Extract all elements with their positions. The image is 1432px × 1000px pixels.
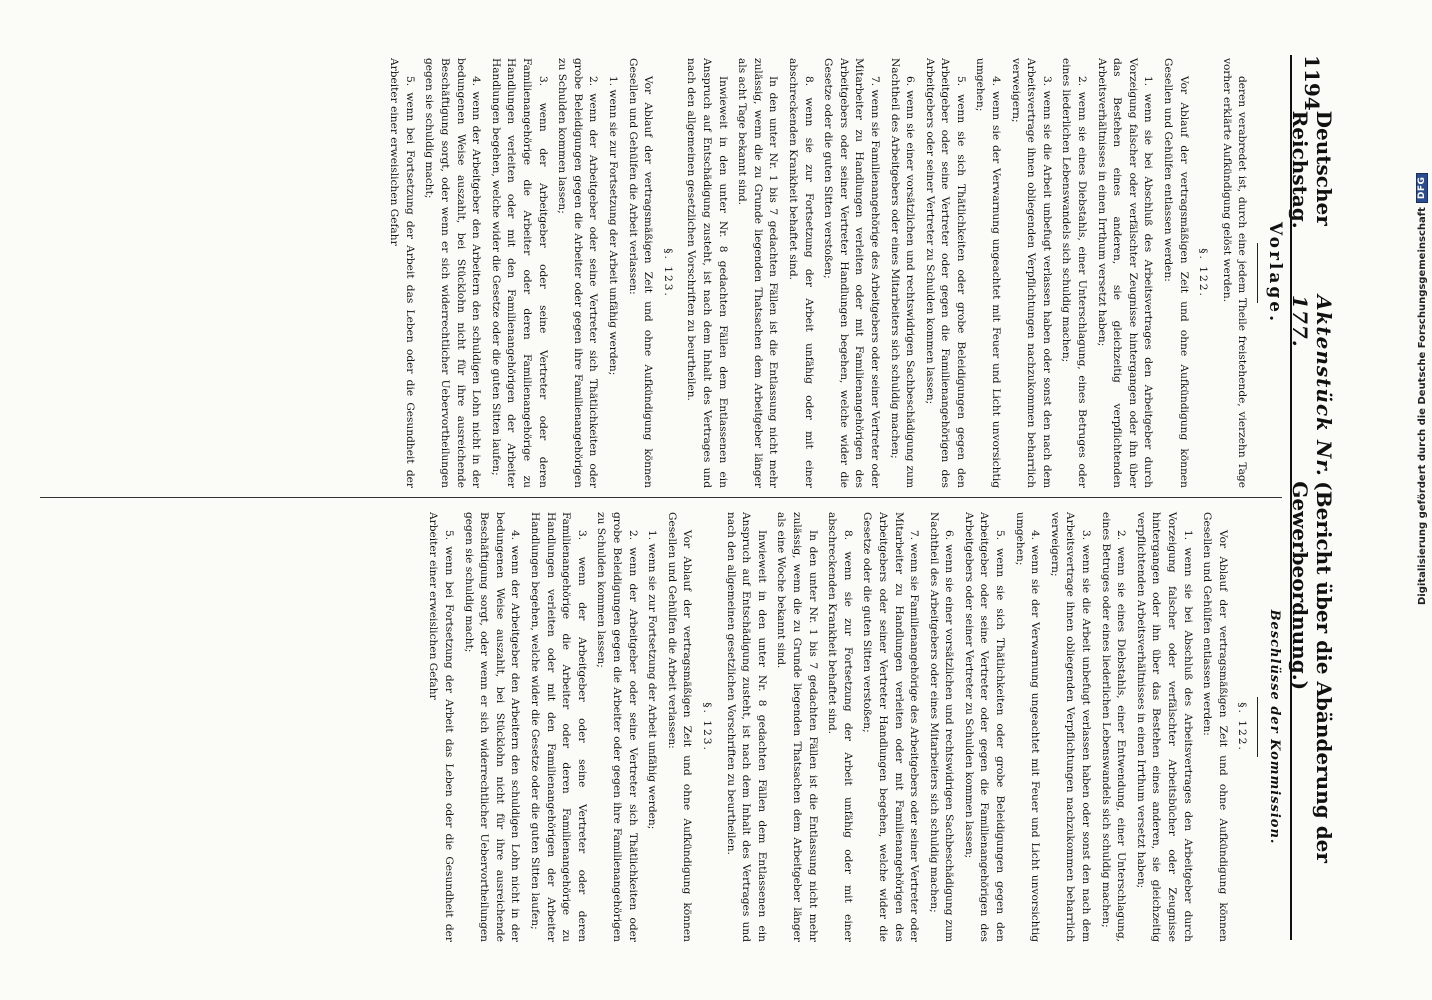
section-122-tail-2: Inwieweit in den unter Nr. 8 gedachten Fällen dem Entlassenen ein Anspruch auf Entschädigung zusteht, ist nach dem Inhalt des Vertrages und nach den allgemeinen gesetzlichen Vorschriften zu beurtheilen. xyxy=(724,512,768,942)
list-item: 1. wenn sie zur Fortsetzung der Arbeit unfähig werden; xyxy=(607,76,620,376)
intro-paragraph: deren verabredet ist, durch eine jedem Theile freistehende, vierzehn Tage vorher erklärte Aufkündigung gelöst werden. xyxy=(1220,58,1249,488)
list-item: 2. wenn der Arbeitgeber oder seine Vertreter sich Thätlichkeiten oder grobe Beleidigungen gegen die Arbeiter oder gegen ihre Familienangehörigen zu Schulden kommen lassen; xyxy=(595,512,639,942)
list-item: 3. wenn der Arbeitgeber oder seine Vertreter oder deren Familienangehörige die Arbeiter oder deren Familienangehörige zu Handlungen verleiten oder mit den Familienangehörigen der Arbeiter Handlungen begehen, welche wider die Gesetze oder die guten Sitten laufen; xyxy=(529,512,588,942)
list-item: 6. wenn sie einer vorsätzlichen und rechtswidrigen Sachbeschädigung zum Nachtheil des Arbeitgebers oder eines Mitarbeiters sich schuldig machen; xyxy=(888,58,917,488)
column-heading: Vorlage. xyxy=(1265,221,1285,325)
credit-text: Digitalisierung gefördert durch die Deutsche Forschungsgemeinschaft xyxy=(1416,207,1428,605)
section-122-lead: Vor Ablauf der vertragsmäßigen Zeit und ohne Aufkündigung können Gesellen und Gehülfen entlassen werden: xyxy=(1201,512,1229,942)
page-number: 1194 xyxy=(1300,55,1324,111)
section-122-mark: §. 122. xyxy=(1236,702,1249,752)
section-122-lead: Vor Ablauf der vertragsmäßigen Zeit und ohne Aufkündigung können Gesellen und Gehülfen entlassen werden: xyxy=(1162,58,1190,488)
list-item: 1. wenn sie bei Abschluß des Arbeitsvertrages den Arbeitgeber durch Vorzeigung falscher oder verfälschter Zeugnisse hintergangen oder ihn über das Bestehen eines anderen, sie gleichzeitig verpflichtenden Arbeitsverhältnisses in einen Irrthum versetzt haben; xyxy=(1095,58,1155,488)
column-beschluesse xyxy=(28,512,1282,942)
list-item: 7. wenn sie Familienangehörige des Arbeitgebers oder seiner Vertreter oder Mitarbeiter zu Handlungen verleiten oder mit Familienangehörigen des Arbeitgebers oder seiner Vertreter Handlungen begehen, welche wider die Gesetze oder die guten Sitten verstoßen; xyxy=(822,58,881,488)
list-item: 5. wenn bei Fortsetzung der Arbeit das Leben oder die Gesundheit der Arbeiter einer erweislichen Gefahr xyxy=(427,512,456,942)
list-item: 6. wenn sie einer vorsätzlichen und rechtswidrigen Sachbeschädigung zum Nachtheil des Arbeitgebers oder eines Mitarbeiters sich schuldig machen; xyxy=(927,512,956,942)
running-header xyxy=(1288,55,1336,940)
section-123-list xyxy=(386,58,620,488)
list-item: 4. wenn sie der Verwarnung ungeachtet mit Feuer und Licht unvorsichtig umgehen; xyxy=(974,58,1003,488)
list-item: 5. wenn bei Fortsetzung der Arbeit das Leben oder die Gesundheit der Arbeiter einer erweislichen Gefahr xyxy=(388,58,416,488)
section-122-tail-1: In den unter Nr. 1 bis 7 gedachten Fällen ist die Entlassung nicht mehr zulässig, wenn die zu Grunde liegenden Thatsachen dem Arbeitgeber länger als acht Tage bekannt sind. xyxy=(736,58,780,488)
document-reference: Aktenstück Nr. 177. xyxy=(1288,295,1336,477)
column-heading: Beschlüsse der Kommission. xyxy=(1267,609,1282,845)
column-divider xyxy=(40,497,1282,498)
list-item: 2. wenn der Arbeitgeber oder seine Vertreter sich Thätlichkeiten oder grobe Beleidigungen gegen die Arbeiter oder gegen ihre Familienangehörigen zu Schulden kommen lassen; xyxy=(556,58,600,488)
section-123-mark: §. 123. xyxy=(701,702,713,752)
list-item: 2. wenn sie eines Diebstahls, einer Unterschlagung, eines Betruges oder eines liederlichen Lebenswandels sich schuldig machen; xyxy=(1060,58,1089,488)
list-item: 4. wenn der Arbeitgeber den Arbeitern den schuldigen Lohn nicht in der bedungenen Weise auszahlt, bei Stücklohn nicht für ihre ausreichende Beschäftigung sorgt, oder wenn er sich widerrechtlicher Uebervortheilungen gegen sie schuldig macht; xyxy=(423,58,483,488)
list-item: 5. wenn sie sich Thätlichkeiten oder grobe Beleidigungen gegen den Arbeitgeber oder seine Vertreter oder gegen die Familienangehörigen des Arbeitgebers oder seiner Vertreter zu Schulden kommen lassen; xyxy=(962,512,1007,942)
report-note: (Bericht über die Abänderung der Gewerbeordnung.) xyxy=(1288,481,1336,863)
digitization-credit xyxy=(1415,176,1429,605)
list-item: 3. wenn sie die Arbeit unbefugt verlassen haben oder sonst den nach dem Arbeitsvertrage ihnen obliegenden Verpflichtungen nachzukommen beharrlich verweigern; xyxy=(1048,512,1093,942)
list-item: 3. wenn sie die Arbeit unbefugt verlassen haben oder sonst den nach dem Arbeitsvertrage ihnen obliegenden Verpflichtungen nachzukommen beharrlich verweigern; xyxy=(1009,58,1053,488)
list-item: 8. wenn sie zur Fortsetzung der Arbeit unfähig oder mit einer abschreckenden Krankheit behaftet sind. xyxy=(786,58,815,488)
heading-rule xyxy=(1257,243,1258,303)
section-122-mark: §. 122. xyxy=(1197,248,1210,298)
list-item: 3. wenn der Arbeitgeber oder seine Vertreter oder deren Familienangehörige die Arbeiter oder deren Familienangehörige zu Handlungen verleiten oder mit den Familienangehörigen der Arbeiter Handlungen begehen, welche wider die Gesetze oder die guten Sitten laufen; xyxy=(489,58,549,488)
list-item: 8. wenn sie zur Fortsetzung der Arbeit unfähig oder mit einer abschreckenden Krankheit behaftet sind. xyxy=(826,512,854,942)
heading-rule xyxy=(1257,697,1258,757)
section-122-list xyxy=(824,512,1195,942)
list-item: 7. wenn sie Familienangehörige des Arbeitgebers oder seiner Vertreter oder Mitarbeiter zu Handlungen verleiten oder mit Familienangehörigen des Arbeitgebers oder seiner Vertreter Handlungen begehen, welche wider die Gesetze oder die guten Sitten verstoßen; xyxy=(861,512,921,942)
list-item: 2. wenn sie eines Diebstahls, einer Entwendung, einer Unterschlagung, eines Betruges oder eines liederlichen Lebenswandels sich schuldig machen; xyxy=(1099,512,1128,942)
dfg-logo: DFG xyxy=(1416,173,1428,204)
section-123-mark: §. 123. xyxy=(661,248,674,298)
section-122-tail-2: Inwieweit in den unter Nr. 8 gedachten Fällen dem Entlassenen ein Anspruch auf Entschädigung zusteht, ist nach dem Inhalt des Vertrages und nach den allgemeinen gesetzlichen Vorschriften zu beurtheilen. xyxy=(685,58,729,488)
publication-title: Deutscher Reichstag. xyxy=(1288,110,1336,229)
section-123-lead: Vor Ablauf der vertragsmäßigen Zeit und ohne Aufkündigung können Gesellen und Gehülfen die Arbeit verlassen: xyxy=(626,58,655,488)
list-item: 1. wenn sie zur Fortsetzung der Arbeit unfähig werden; xyxy=(646,530,659,830)
section-122-tail-1: In den unter Nr. 1 bis 7 gedachten Fällen ist die Entlassung nicht mehr zulässig, wenn die zu Grunde liegenden Thatsachen dem Arbeitgeber länger als eine Woche bekannt sind. xyxy=(775,512,819,942)
list-item: 1. wenn sie bei Abschluß des Arbeitsvertrages den Arbeitgeber durch Vorzeigung falscher oder verfälschter Arbeitsbücher oder Zeugnisse hintergangen oder ihn über das Bestehen eines anderen, sie gleichzeitig verpflichtenden Arbeitsverhältnisses in einen Irrthum versetzt haben; xyxy=(1134,512,1194,942)
section-123-list xyxy=(425,512,659,942)
section-122-list xyxy=(784,58,1155,488)
list-item: 5. wenn sie sich Thätlichkeiten oder grobe Beleidigungen gegen den Arbeitgeber oder seine Vertreter oder gegen die Familienangehörigen des Arbeitgebers oder seiner Vertreter zu Schulden kommen lassen; xyxy=(923,58,967,488)
list-item: 4. wenn der Arbeitgeber den Arbeitern den schuldigen Lohn nicht in der bedungenen Weise auszahlt, bei Stücklohn nicht für ihre ausreichende Beschäftigung sorgt, oder wenn er sich widerrechtlicher Uebervortheilungen gegen sie schuldig macht; xyxy=(462,512,522,942)
column-vorlage xyxy=(28,58,1285,488)
list-item: 4. wenn sie der Verwarnung ungeachtet mit Feuer und Licht unvorsichtig umgehen; xyxy=(1013,512,1042,942)
section-123-lead: Vor Ablauf der vertragsmäßigen Zeit und ohne Aufkündigung können Gesellen und Gehülfen die Arbeit verlassen: xyxy=(665,512,694,942)
